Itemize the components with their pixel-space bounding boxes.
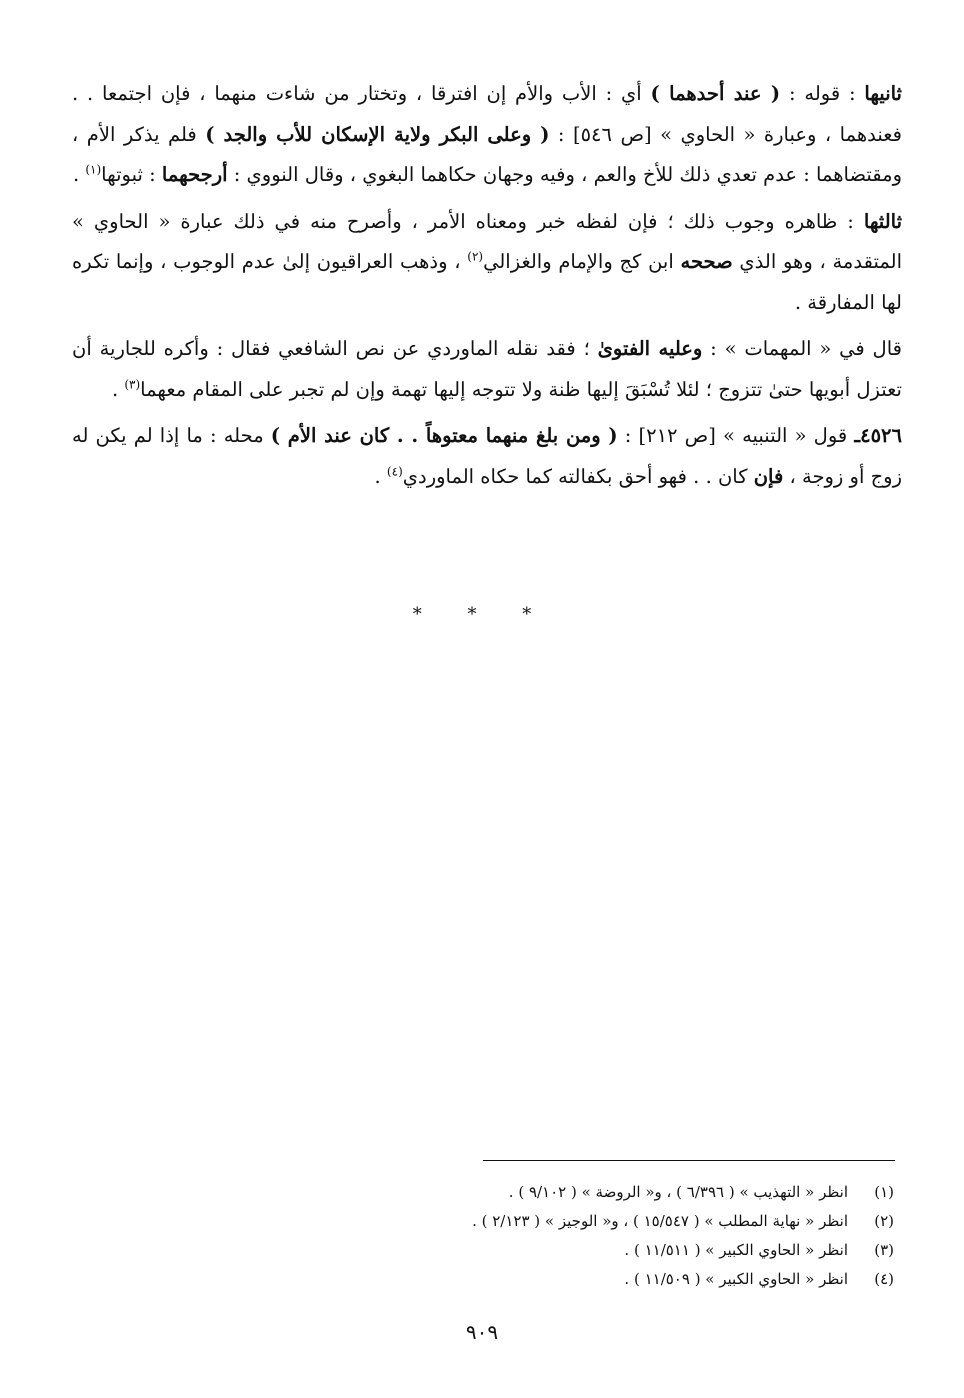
paragraph-thalithuha <box>72 202 902 324</box>
footnote-item <box>72 1265 894 1294</box>
quoted-phrase: ( وعلى البكر ولاية الإسكان للأب والجد ) <box>205 122 550 146</box>
keyword: ثانيها <box>864 82 902 105</box>
footnote-text: انظر « نهاية المطلب » ( ١٥/٥٤٧ ) ، و« الوجيز » ( ٢/١٢٣ ) . <box>472 1212 848 1230</box>
footnote-ref-4: (٤) <box>386 464 403 478</box>
text-segment: . <box>374 464 387 488</box>
text-segment: ؛ فقد نقله الماوردي عن نص الشافعي فقال : وأكره للجارية أن تعتزل أبويها حتىٰ تتزوج ؛ لئلا تُسْبَقَ إليها ظنة ولا تتوجه إليها تهمة وإن لم تجبر على المقام معهما <box>72 337 902 401</box>
text-segment: . <box>111 377 125 401</box>
footnote-ref-3: (٣) <box>124 377 141 391</box>
text-segment: . <box>72 163 86 186</box>
keyword: فإن <box>753 464 784 488</box>
main-text <box>72 74 902 503</box>
text-segment: ابن كج والإمام والغزالي <box>483 250 681 273</box>
footnote-item <box>72 1236 894 1265</box>
paragraph-muhimmat <box>72 329 902 410</box>
quoted-phrase: ( عند أحدهما ) <box>650 82 781 105</box>
text-segment: : ظاهره وجوب ذلك ؛ فإن لفظه خبر ومعناه الأمر ، وأصرح منه في ذلك عبارة « الحاوي » المتقدمة ، وهو الذي <box>72 209 902 273</box>
footnote-text: انظر « الحاوي الكبير » ( ١١/٥٠٩ ) . <box>624 1270 848 1288</box>
text-segment: : ثبوتها <box>101 163 162 186</box>
paragraph-thaniha <box>72 74 902 196</box>
footnote-rule <box>483 1160 895 1161</box>
text-segment: أي : الأب والأم إن افترقا ، وتختار من شاءت منهما ، فإن اجتمعا . . فعندهما ، وعبارة « الحاوي » [ص ٥٤٦] : <box>72 82 903 146</box>
page-number: ٩٠٩ <box>465 1320 499 1344</box>
footnotes <box>72 1178 894 1294</box>
issue-number: ٤٥٢٦ـ <box>854 424 902 447</box>
text-segment: ، وذهب العراقيون إلىٰ عدم الوجوب ، وإنما تكره لها المفارقة . <box>72 250 902 314</box>
text-segment: : قوله : <box>780 82 865 105</box>
section-separator: * * * <box>412 604 552 625</box>
paragraph-issue-4526 <box>72 416 902 497</box>
footnote-number: (٤) <box>874 1270 894 1288</box>
text-segment: محله : ما إذا لم يكن له زوج أو زوجة ، <box>72 424 902 488</box>
footnote-item <box>72 1207 894 1236</box>
footnote-number: (٢) <box>874 1212 894 1230</box>
footnote-ref-2: (٢) <box>467 249 484 264</box>
footnote-text: انظر « التهذيب » ( ٦/٣٩٦ ) ، و« الروضة » ( ٩/١٠٢ ) . <box>508 1183 848 1201</box>
text-segment: كان . . فهو أحق بكفالته كما حكاه الماوردي <box>402 464 754 488</box>
footnote-item <box>72 1178 894 1207</box>
footnote-number: (١) <box>874 1183 894 1201</box>
keyword: ثالثها <box>863 209 902 233</box>
footnote-number: (٣) <box>874 1241 894 1259</box>
quoted-phrase: ( ومن بلغ منهما معتوهاً . . كان عند الأم ) <box>270 424 618 447</box>
text-segment: قال في « المهمات » : <box>702 337 902 360</box>
keyword: صححه <box>680 250 733 273</box>
footnote-ref-1: (١) <box>85 162 102 177</box>
text-segment: قول « التنبيه » [ص ٢١٢] : <box>617 424 855 447</box>
keyword: أرجحهما <box>161 163 228 186</box>
text-segment: فلم يذكر الأم ، ومقتضاهما : عدم تعدي ذلك للأخ والعم ، وفيه وجهان حكاهما البغوي ، وقال النووي : <box>72 122 902 186</box>
keyword: وعليه الفتوىٰ <box>597 337 703 360</box>
footnote-text: انظر « الحاوي الكبير » ( ١١/٥١١ ) . <box>624 1241 848 1259</box>
